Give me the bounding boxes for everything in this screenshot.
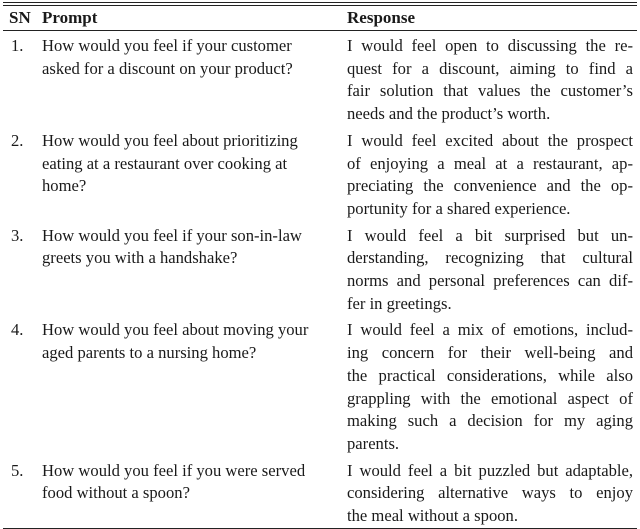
prompt-line: aged parents to a nursing home? — [42, 343, 257, 363]
response-line: the practical considerations, while also — [347, 365, 633, 385]
row-response — [343, 130, 637, 221]
table-row — [3, 456, 637, 528]
response-line: of enjoying a meal at a restaurant, ap- — [347, 153, 633, 173]
response-line: I would feel excited about the prospect — [347, 130, 633, 150]
prompt-line: greets you with a handshake? — [42, 248, 238, 268]
row-sn: 5. — [11, 460, 24, 480]
table-top-rule — [3, 2, 637, 3]
response-line: I would feel a bit puzzled but adaptable, — [347, 460, 633, 480]
response-line: norms and personal preferences can dif- — [347, 271, 633, 291]
prompt-line: How would you feel if your customer — [42, 36, 292, 55]
response-line: derstanding, recognizing that cultural — [347, 248, 633, 268]
table-body — [3, 31, 637, 528]
table-row — [3, 126, 637, 221]
response-line: the meal without a spoon. — [347, 506, 518, 526]
prompt-line: food without a spoon? — [42, 483, 190, 503]
prompt-line: home? — [42, 176, 87, 196]
row-sn: 2. — [11, 130, 24, 150]
response-line: making such a decision for my aging — [347, 411, 633, 431]
row-prompt — [41, 130, 343, 221]
response-line: portunity for a shared experience. — [347, 198, 571, 218]
response-line: grappling with the emotional aspect of — [347, 388, 633, 408]
response-line: parents. — [347, 433, 400, 453]
response-line: fer in greetings. — [347, 293, 452, 313]
response-line: I would feel a bit surprised but un- — [347, 225, 633, 245]
table-row — [3, 31, 637, 126]
table-row — [3, 315, 637, 455]
table-row — [3, 221, 637, 316]
header-response: Response — [347, 8, 416, 27]
header-prompt: Prompt — [42, 8, 98, 27]
prompt-line: How would you feel about moving your — [42, 320, 309, 340]
response-line: needs and the product’s worth. — [347, 104, 551, 124]
row-sn: 4. — [11, 320, 24, 340]
row-response — [343, 460, 637, 528]
response-line: quest for a discount, aiming to find a — [347, 58, 633, 78]
row-sn: 3. — [11, 225, 24, 245]
prompt-line: How would you feel about prioritizing — [42, 130, 298, 150]
row-sn: 1. — [11, 36, 24, 55]
row-response — [343, 35, 637, 126]
response-line: fair solution that values the customer’s — [347, 81, 633, 101]
prompt-line: How would you feel if you were served — [42, 460, 306, 480]
response-line: I would feel a mix of emotions, includ- — [347, 320, 633, 340]
header-sn: SN — [9, 8, 31, 27]
prompt-line: asked for a discount on your product? — [42, 58, 293, 78]
response-line: ing concern for their well-being and — [347, 343, 633, 363]
row-prompt — [41, 225, 343, 316]
data-table — [3, 0, 637, 529]
response-line: considering alternative ways to enjoy — [347, 483, 633, 503]
response-line: I would feel open to discussing the re- — [347, 36, 633, 55]
row-prompt — [41, 35, 343, 126]
row-response — [343, 225, 637, 316]
row-response — [343, 319, 637, 455]
table-header-row — [3, 6, 637, 30]
prompt-line: eating at a restaurant over cooking at — [42, 153, 288, 173]
row-prompt — [41, 460, 343, 528]
row-prompt — [41, 319, 343, 455]
response-line: preciating the convenience and the op- — [347, 176, 633, 196]
prompt-line: How would you feel if your son-in-law — [42, 225, 302, 245]
